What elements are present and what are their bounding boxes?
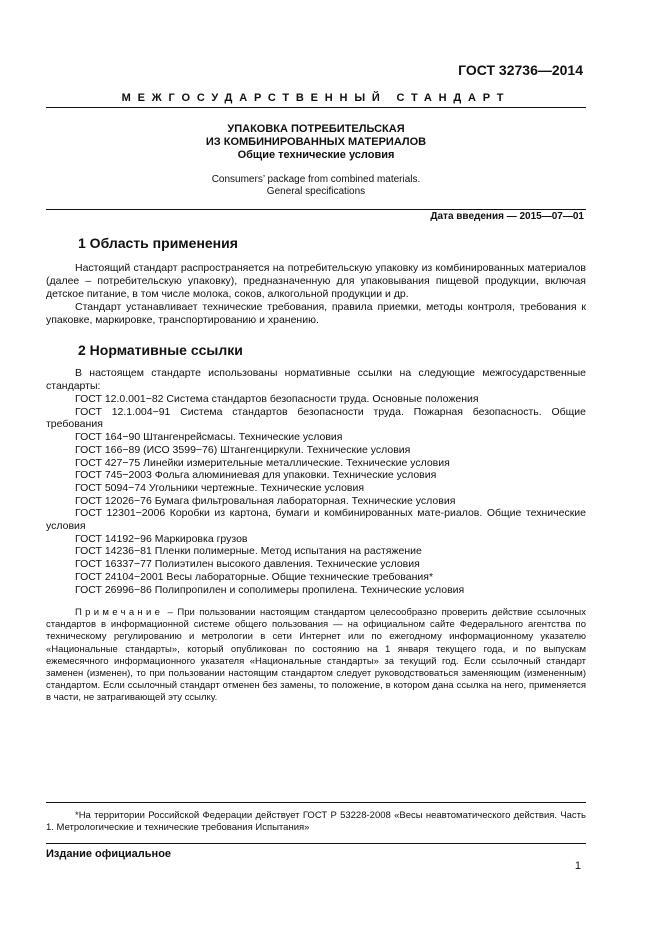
footnote-rule (46, 802, 586, 803)
intro-date: Дата введения — 2015—07—01 (430, 211, 584, 222)
title-en-line: General specifications (266, 186, 366, 197)
reference-item: ГОСТ 14192−96 Маркировка грузов (75, 532, 248, 545)
reference-item: ГОСТ 24104−2001 Весы лабораторные. Общие технические требования* (75, 570, 434, 583)
reference-item: ГОСТ 745−2003 Фольга алюминиевая для упаковки. Технические условия (75, 469, 437, 482)
header-rule (46, 107, 586, 108)
section-body-scope (46, 262, 586, 327)
edition-rule (46, 843, 586, 844)
reference-item: ГОСТ 16337−77 Полиэтилен высокого давления. Технические условия (75, 558, 420, 571)
references-intro: В настоящем стандарте использованы нормативные ссылки на следующие межгосударственные стандарты: (46, 367, 586, 392)
reference-item: ГОСТ 12.1.004−91 Система стандартов безопасности труда. Пожарная безопасность. Общие требования (46, 405, 586, 431)
note-block (46, 607, 586, 705)
document-number: ГОСТ 32736—2014 (458, 62, 583, 78)
intro-date-rule (46, 209, 586, 210)
footnote: *На территории Российской Федерации действует ГОСТ Р 53228-2008 «Весы неавтоматического действия. Часть 1. Метрологические и технические требования Испытания» (46, 810, 586, 833)
reference-list (46, 393, 586, 596)
reference-item: ГОСТ 26996−86 Полипропилен и сополимеры пропилена. Технические условия (75, 583, 465, 596)
reference-item: ГОСТ 12301−2006 Коробки из картона, бумаги и комбинированных мате-риалов. Общие технические условия (46, 507, 586, 533)
title-line: УПАКОВКА ПОТРЕБИТЕЛЬСКАЯ (227, 123, 405, 135)
reference-item: ГОСТ 12026−76 Бумага фильтровальная лабораторная. Технические условия (75, 494, 456, 507)
reference-item: ГОСТ 5094−74 Угольники чертежные. Технические условия (75, 481, 365, 494)
reference-item: ГОСТ 12.0.001−82 Система стандартов безопасности труда. Основные положения (75, 393, 479, 405)
section-heading-references: 2 Нормативные ссылки (78, 342, 243, 358)
paragraph: Настоящий стандарт распространяется на потребительскую упаковку из комбинированных материалов (далее – потребительскую упаковку), предназначенную для упаковывания пищевой продукции, включая детское питание, в том числе молока, соков, алкогольной продукции и др. (46, 262, 586, 300)
reference-item: ГОСТ 164−90 Штангенрейсмасы. Технические условия (75, 431, 343, 444)
paragraph: Стандарт устанавливает технические требования, правила приемки, методы контроля, требования к упаковке, маркировке, транспортированию и хранению. (46, 301, 586, 326)
title-english (46, 174, 586, 198)
title-en-line: Consumers’ package from combined materials. (211, 174, 421, 185)
section-heading-scope: 1 Область применения (78, 235, 238, 251)
page-number: 1 (574, 860, 581, 872)
reference-item: ГОСТ 166−89 (ИСО 3599−76) Штангенциркули. Технические условия (75, 443, 411, 456)
standard-kind-banner: МЕЖГОСУДАРСТВЕННЫЙ СТАНДАРТ (121, 92, 511, 104)
note-label: Примечание (75, 607, 164, 618)
title-line: ИЗ КОМБИНИРОВАННЫХ МАТЕРИАЛОВ (205, 136, 427, 148)
edition-label: Издание официальное (46, 848, 172, 860)
note-text: – При пользовании настоящим стандартом целесообразно проверить действие ссылочных стандартов в информационной системе общего пользования — на официальном сайте Федерального агентства по техническому регулированию и метрологии в сети Интернет или по ежегодному информационному указателю «Национальные стандарты», который опубликован по состоянию на 1 января текущего года, и по выпускам ежемесячного информационного указателя «Национальные стандарты» за текущий год. Если ссылочный стандарт заменен (изменен), то при пользовании настоящим стандартом следует руководствоваться заменяющим (измененным) стандартом. Если ссылочный стандарт отменен без замены, то положение, в котором дана ссылка на него, применяется в части, не затрагивающей эту ссылку. (46, 607, 586, 704)
reference-item: ГОСТ 427−75 Линейки измерительные металлические. Технические условия (75, 456, 450, 469)
title-subtitle: Общие технические условия (237, 149, 395, 161)
title-russian (46, 123, 586, 162)
reference-item: ГОСТ 14236−81 Пленки полимерные. Метод испытания на растяжение (75, 545, 422, 558)
